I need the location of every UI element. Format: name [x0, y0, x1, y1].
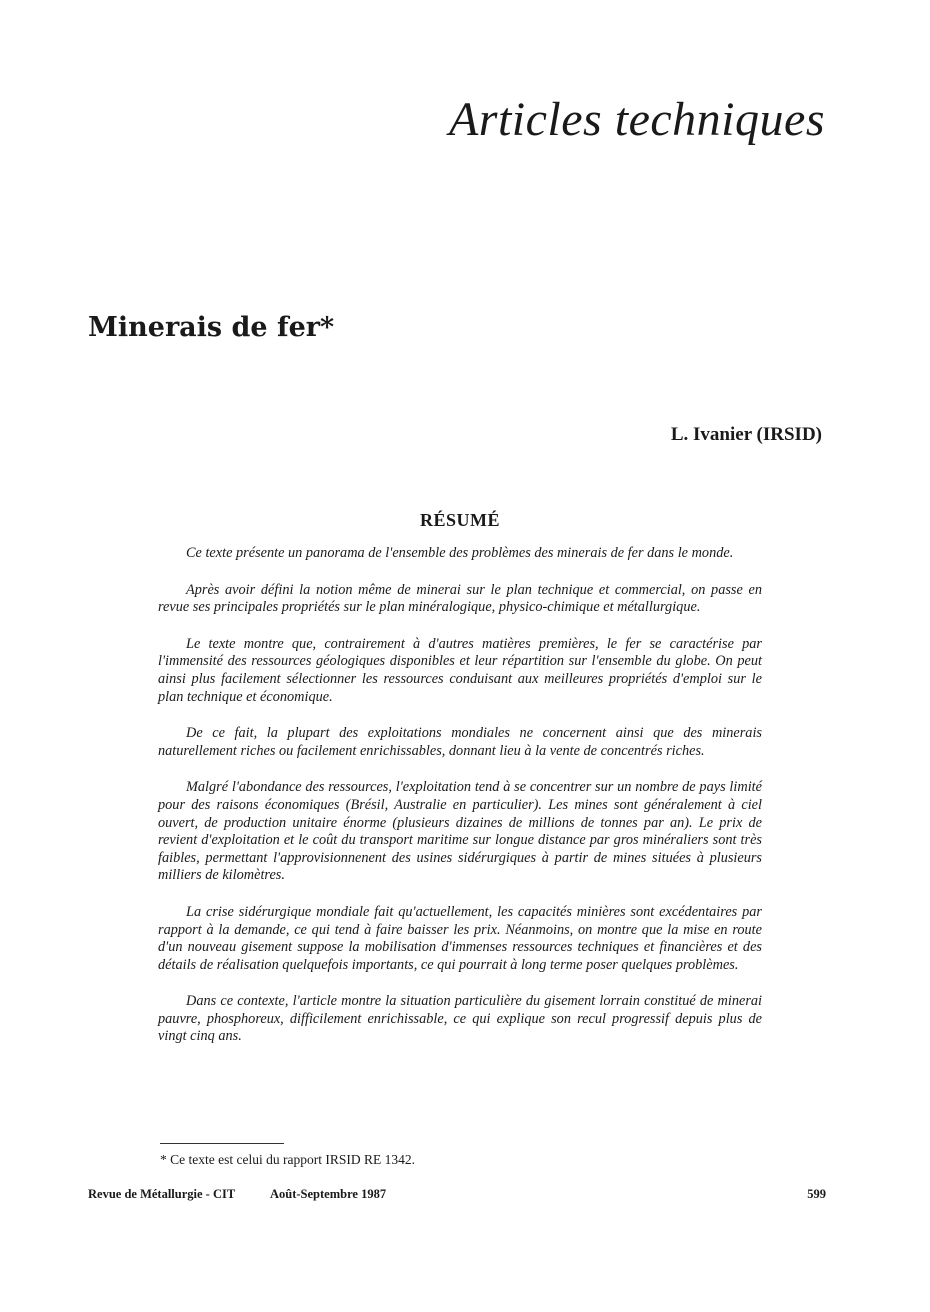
abstract-paragraph: Après avoir défini la notion même de minerai sur le plan technique et commercial, on passe en revue ses principales propriétés sur le plan minéralogique, physico-chimique et métallurgique.: [158, 581, 762, 616]
footer-issue-date: Août-Septembre 1987: [270, 1187, 387, 1201]
abstract-heading: RÉSUMÉ: [419, 510, 500, 530]
footer-journal-name: Revue de Métallurgie - CIT: [88, 1187, 236, 1201]
author-byline: L. Ivanier (IRSID): [670, 424, 822, 445]
abstract-paragraph: De ce fait, la plupart des exploitations mondiales ne concernent ainsi que des minerais naturellement riches ou facilement enrichissables, donnant lieu à la vente de concentrés riches.: [158, 725, 762, 759]
article-title: Minerais de fer*: [88, 312, 335, 343]
abstract-paragraph: Ce texte présente un panorama de l'ensemble des problèmes des minerais de fer dans le monde.: [186, 545, 734, 561]
abstract-paragraph: La crise sidérurgique mondiale fait qu'actuellement, les capacités minières sont excédentaires par rapport à la demande, ce qui tend à faire baisser les prix. Néanmoins, on montre que la mise en route d'un nouveau gisement suppose la mobilisation d'immenses ressources techniques et financières et des détails de réalisation quelquefois importants, ce qui pourrait à long terme poser quelques problèmes.: [158, 903, 762, 973]
abstract-paragraph: Le texte montre que, contrairement à d'autres matières premières, le fer se caractérise par l'immensité des ressources géologiques disponibles et leur répartition sur l'ensemble du globe. On peut ainsi plus facilement sélectionner les ressources conduisant aux meilleures propriétés d'emploi sur le plan technique et économique.: [158, 635, 762, 705]
footnote-divider: [160, 1143, 284, 1144]
section-title: Articles techniques: [448, 93, 825, 146]
footnote: * Ce texte est celui du rapport IRSID RE 1342.: [160, 1152, 415, 1167]
abstract: [158, 510, 762, 1065]
page-number: 599: [807, 1187, 826, 1201]
abstract-paragraph: Malgré l'abondance des ressources, l'exploitation tend à se concentrer sur un nombre de pays limité pour des raisons économiques (Brésil, Australie en particulier). Les mines sont généralement à ciel ouvert, de production unitaire énorme (plusieurs dizaines de millions de tonnes par an). Le prix de revient d'exploitation et le coût du transport maritime sur longue distance par gros minéraliers sont très faibles, permettant l'approvisionnenent des usines sidérurgiques à partir de mines situées à plusieurs milliers de kilomètres.: [158, 779, 762, 884]
abstract-paragraph: Dans ce contexte, l'article montre la situation particulière du gisement lorrain constitué de minerai pauvre, phosphoreux, difficilement enrichissable, ce qui explique son recul progressif depuis plus de vingt cinq ans.: [158, 993, 762, 1045]
